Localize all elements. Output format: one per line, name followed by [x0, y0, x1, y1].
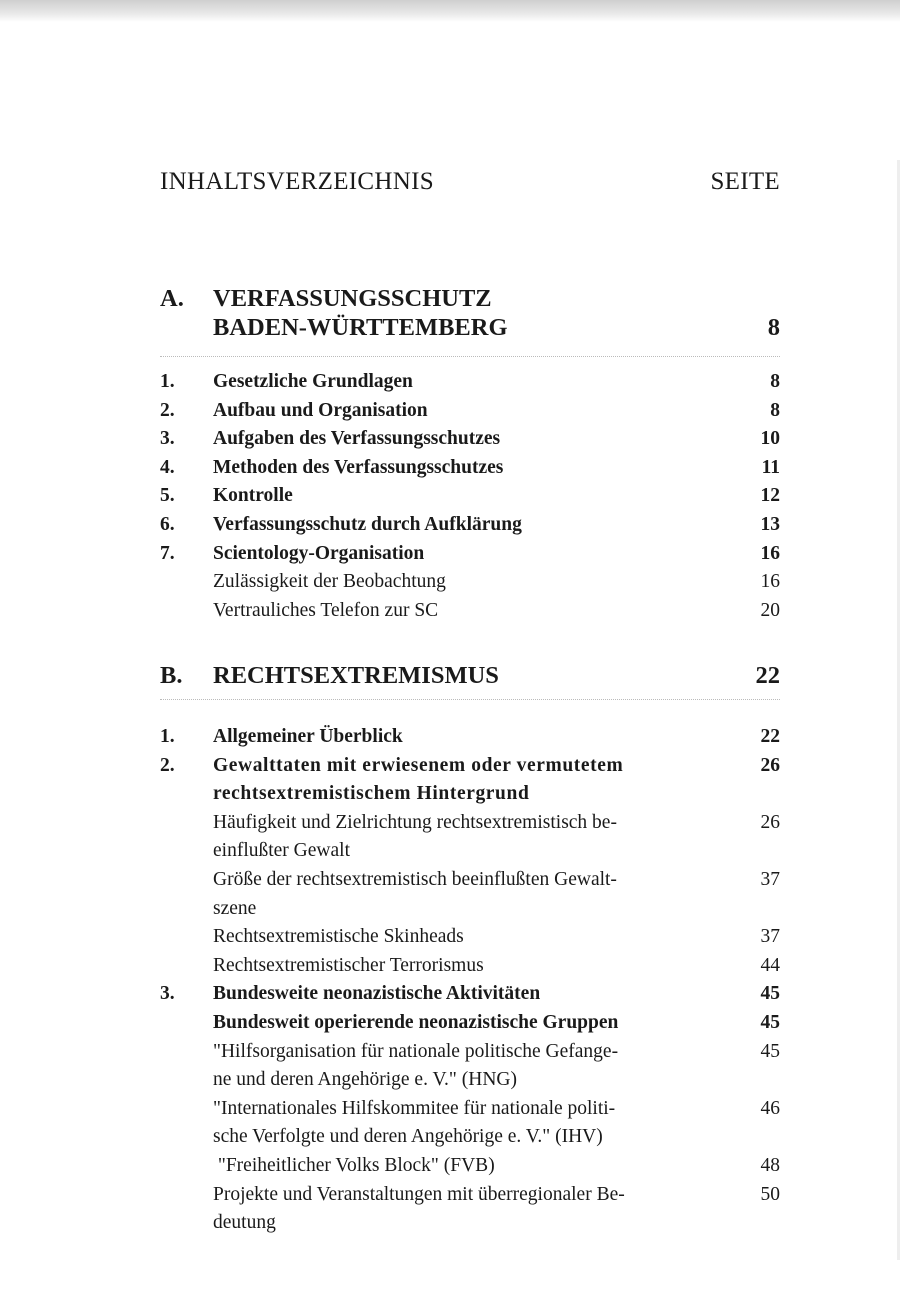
section-a-entries	[160, 368, 780, 625]
entry-page: 16	[760, 542, 780, 564]
page-column-label: SEITE	[710, 168, 780, 195]
toc-entry	[160, 482, 780, 511]
entry-title-line: Vertrauliches Telefon zur SC	[213, 599, 439, 621]
section-page: 22	[755, 662, 780, 689]
entry-page: 45	[760, 1011, 780, 1033]
entry-number	[160, 1095, 213, 1152]
entry-title-line: einflußter Gewalt	[213, 840, 350, 862]
entry-number: 6.	[160, 513, 175, 535]
entry-title-line: Kontrolle	[213, 485, 293, 507]
entry-page: 16	[760, 571, 780, 593]
entry-title-line: Aufgaben des Verfassungsschutzes	[213, 428, 501, 450]
entry-page: 26	[760, 754, 780, 776]
entry-number: 5.	[160, 485, 175, 507]
entry-number	[160, 952, 213, 981]
entry-number	[160, 866, 213, 923]
toc-header	[160, 168, 780, 196]
entry-title-line: Scientology-Organisation	[213, 542, 425, 564]
entry-number: 2.	[160, 399, 175, 421]
entry-number: 7.	[160, 542, 175, 564]
entry-title-line: deutung	[213, 1212, 276, 1234]
entry-title-line: rechtsextremistischem Hintergrund	[213, 783, 530, 805]
entry-title-line: sche Verfolgte und deren Angehörige e. V." (IHV)	[213, 1126, 603, 1148]
entry-title-line: "Hilfsorganisation für nationale politische Gefange-	[213, 1040, 619, 1062]
toc-entry	[160, 597, 780, 626]
scan-top-edge	[0, 0, 900, 22]
entry-title-line: "Freiheitlicher Volks Block" (FVB)	[213, 1154, 495, 1176]
section-b-heading	[160, 661, 780, 690]
toc-entry	[160, 1038, 780, 1095]
section-letter: A.	[160, 285, 184, 312]
entry-page: 46	[760, 1097, 780, 1119]
entry-page: 20	[760, 599, 780, 621]
entry-page: 13	[760, 513, 780, 535]
toc-title: INHALTSVERZEICHNIS	[160, 168, 434, 195]
toc-entry	[160, 723, 780, 752]
entry-title-line: Aufbau und Organisation	[213, 399, 428, 421]
entry-number: 3.	[160, 428, 175, 450]
entry-title-line: "Internationales Hilfskommitee für nationale politi-	[213, 1097, 616, 1119]
entry-page: 8	[770, 399, 780, 421]
entry-title-line: Häufigkeit und Zielrichtung rechtsextremistisch be-	[213, 811, 617, 833]
entry-title-line: Größe der rechtsextremistisch beeinflußten Gewalt-	[213, 868, 617, 890]
toc-entry	[160, 397, 780, 426]
entry-title-line: Rechtsextremistischer Terrorismus	[213, 954, 484, 976]
entry-page: 37	[760, 926, 780, 948]
section-divider	[160, 699, 780, 700]
entry-number: 2.	[160, 754, 175, 776]
entry-title-line: Gewalttaten mit erwiesenem oder vermutetem	[213, 754, 624, 776]
toc-entry	[160, 866, 780, 923]
toc-entry	[160, 980, 780, 1009]
section-title: BADEN-WÜRTTEMBERG	[213, 314, 508, 341]
toc-entry	[160, 809, 780, 866]
entry-number: 3.	[160, 983, 175, 1005]
entry-page: 48	[760, 1154, 780, 1176]
entry-number	[160, 809, 213, 866]
entry-number	[160, 568, 213, 597]
entry-title-line: szene	[213, 897, 257, 919]
entry-title-line: Rechtsextremistische Skinheads	[213, 926, 464, 948]
section-divider	[160, 356, 780, 357]
section-a-heading	[160, 284, 780, 342]
section-page: 8	[767, 314, 780, 341]
entry-title-line: Zulässigkeit der Beobachtung	[213, 571, 446, 593]
toc-entry	[160, 425, 780, 454]
toc-entry	[160, 1152, 780, 1181]
entry-number: 1.	[160, 371, 175, 392]
entry-title-line: Allgemeiner Überblick	[213, 726, 403, 747]
entry-number	[160, 1152, 213, 1181]
entry-page: 12	[760, 485, 780, 507]
toc-entry	[160, 368, 780, 397]
section-b-entries	[160, 723, 780, 1238]
section-letter: B.	[160, 662, 183, 689]
entry-title-line: Verfassungsschutz durch Aufklärung	[213, 513, 522, 535]
section-title: RECHTSEXTREMISMUS	[213, 662, 499, 689]
entry-title-line: ne und deren Angehörige e. V." (HNG)	[213, 1069, 518, 1091]
toc-entry	[160, 568, 780, 597]
section-title: VERFASSUNGSSCHUTZ	[213, 285, 492, 312]
entry-page: 26	[760, 811, 780, 833]
entry-page: 44	[760, 954, 780, 976]
entry-page: 50	[760, 1183, 780, 1205]
entry-title-line: Methoden des Verfassungsschutzes	[213, 456, 504, 478]
entry-page: 11	[761, 456, 780, 478]
entry-page: 45	[760, 983, 780, 1005]
entry-number	[160, 597, 213, 626]
entry-page: 10	[760, 428, 780, 450]
entry-number	[160, 1009, 213, 1038]
toc-entry	[160, 540, 780, 569]
toc-entry	[160, 511, 780, 540]
entry-title-line: Projekte und Veranstaltungen mit überregionaler Be-	[213, 1183, 625, 1205]
entry-number	[160, 1181, 213, 1238]
toc-entry	[160, 923, 780, 952]
entry-page: 22	[760, 726, 780, 747]
entry-number: 1.	[160, 726, 175, 747]
toc-entry	[160, 454, 780, 483]
entry-page: 45	[760, 1040, 780, 1062]
entry-page: 37	[760, 868, 780, 890]
entry-number	[160, 1038, 213, 1095]
toc-entry	[160, 752, 780, 809]
entry-title-line: Gesetzliche Grundlagen	[213, 371, 413, 392]
toc-entry	[160, 952, 780, 981]
entry-title-line: Bundesweit operierende neonazistische Gruppen	[213, 1011, 619, 1033]
entry-page: 8	[770, 371, 780, 392]
toc-entry	[160, 1009, 780, 1038]
entry-title-line: Bundesweite neonazistische Aktivitäten	[213, 983, 541, 1005]
toc-entry	[160, 1095, 780, 1152]
entry-number	[160, 923, 213, 952]
entry-number: 4.	[160, 456, 175, 478]
toc-entry	[160, 1181, 780, 1238]
